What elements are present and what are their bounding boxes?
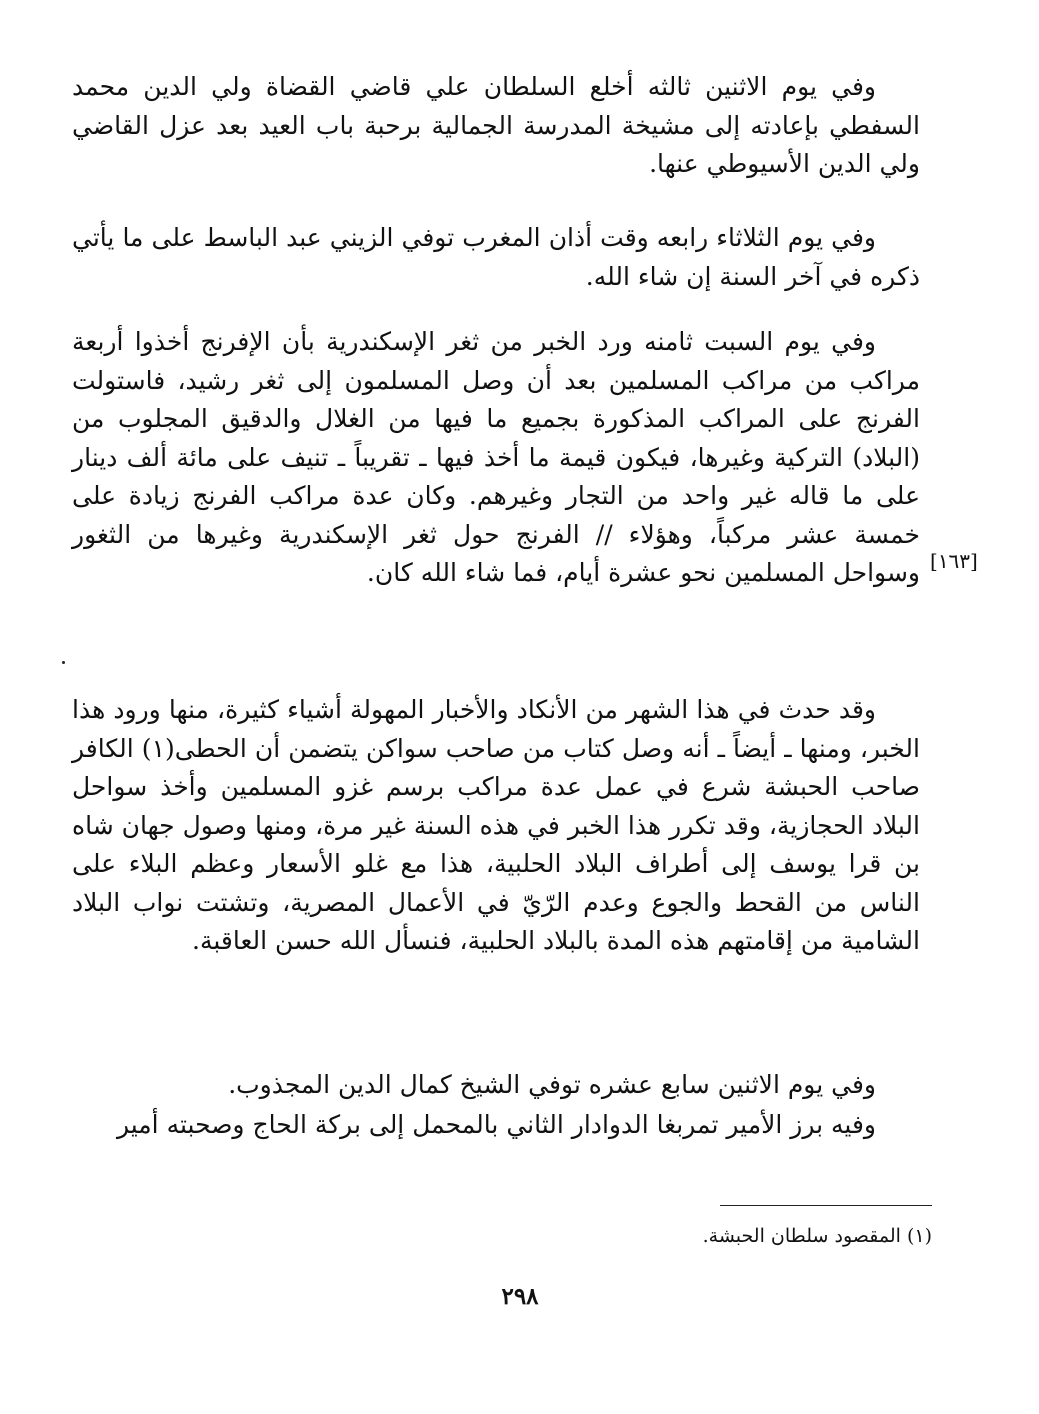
paragraph-5 bbox=[72, 1066, 920, 1105]
paragraph-text: وفي يوم الثلاثاء رابعه وقت أذان المغرب توفي الزيني عبد الباسط على ما يأتي ذكره في آخر السنة إن شاء الله. bbox=[72, 223, 920, 291]
paragraph-text: وفي يوم الاثنين ثالثه أخلع السلطان علي قاضي القضاة ولي الدين محمد السفطي بإعادته إلى مشيخة المدرسة الجمالية برحبة باب العيد بعد عزل القاضي ولي الدين الأسيوطي عنها. bbox=[72, 72, 920, 178]
page-number: ٢٩٨ bbox=[501, 1283, 539, 1310]
paragraph-text: وفي يوم السبت ثامنه ورد الخبر من ثغر الإسكندرية بأن الإفرنج أخذوا أربعة مراكب من مراكب المسلمين بعد أن وصل المسلمون إلى ثغر رشيد، فاستولت الفرنج على المراكب المذكورة بجميع ما فيها من الغلال والدقيق المجلوب من (البلاد) التركية وغيرها، فيكون قيمة ما أخذ فيها ـ تقريباً ـ تنيف على مائة ألف دينار على ما قاله غير واحد من التجار وغيرهم. وكان عدة مراكب الفرنج زيادة على خمسة عشر مركباً، وهؤلاء // الفرنج حول ثغر الإسكندرية وغيرها من الثغور وسواحل المسلمين نحو عشرة أيام، فما شاء الله كان. bbox=[72, 327, 920, 587]
paragraph-2 bbox=[72, 219, 920, 296]
paragraph-text: وفيه برز الأمير تمربغا الدوادار الثاني بالمحمل إلى بركة الحاج وصحبته أمير bbox=[116, 1110, 876, 1139]
manuscript-folio-marker: [١٦٣] bbox=[930, 549, 978, 573]
stray-dot-mark bbox=[62, 661, 65, 664]
paragraph-text: وفي يوم الاثنين سابع عشره توفي الشيخ كمال الدين المجذوب. bbox=[228, 1070, 876, 1099]
paragraph-6 bbox=[72, 1106, 920, 1145]
footnote: (١) المقصود سلطان الحبشة. bbox=[702, 1225, 932, 1247]
paragraph-4 bbox=[72, 691, 920, 961]
paragraph-text: وقد حدث في هذا الشهر من الأنكاد والأخبار المهولة أشياء كثيرة، منها ورود هذا الخبر، ومنها ـ أيضاً ـ أنه وصل كتاب من صاحب سواكن يتضمن أن الحطى(١) الكافر صاحب الحبشة شرع في عمل عدة مراكب برسم غزو المسلمين وأخذ سواحل البلاد الحجازية، وقد تكرر هذا الخبر في هذه السنة غير مرة، ومنها وصول جهان شاه بن قرا يوسف إلى أطراف البلاد الحلبية، هذا مع غلو الأسعار وعظم البلاء على الناس من القحط والجوع وعدم الرّيّ في الأعمال المصرية، وتشتت نواب البلاد الشامية من إقامتهم هذه المدة بالبلاد الحلبية، فنسأل الله حسن العاقبة. bbox=[72, 695, 920, 955]
paragraph-3 bbox=[72, 323, 920, 593]
paragraph-1 bbox=[72, 68, 920, 184]
footnote-divider bbox=[720, 1205, 932, 1206]
